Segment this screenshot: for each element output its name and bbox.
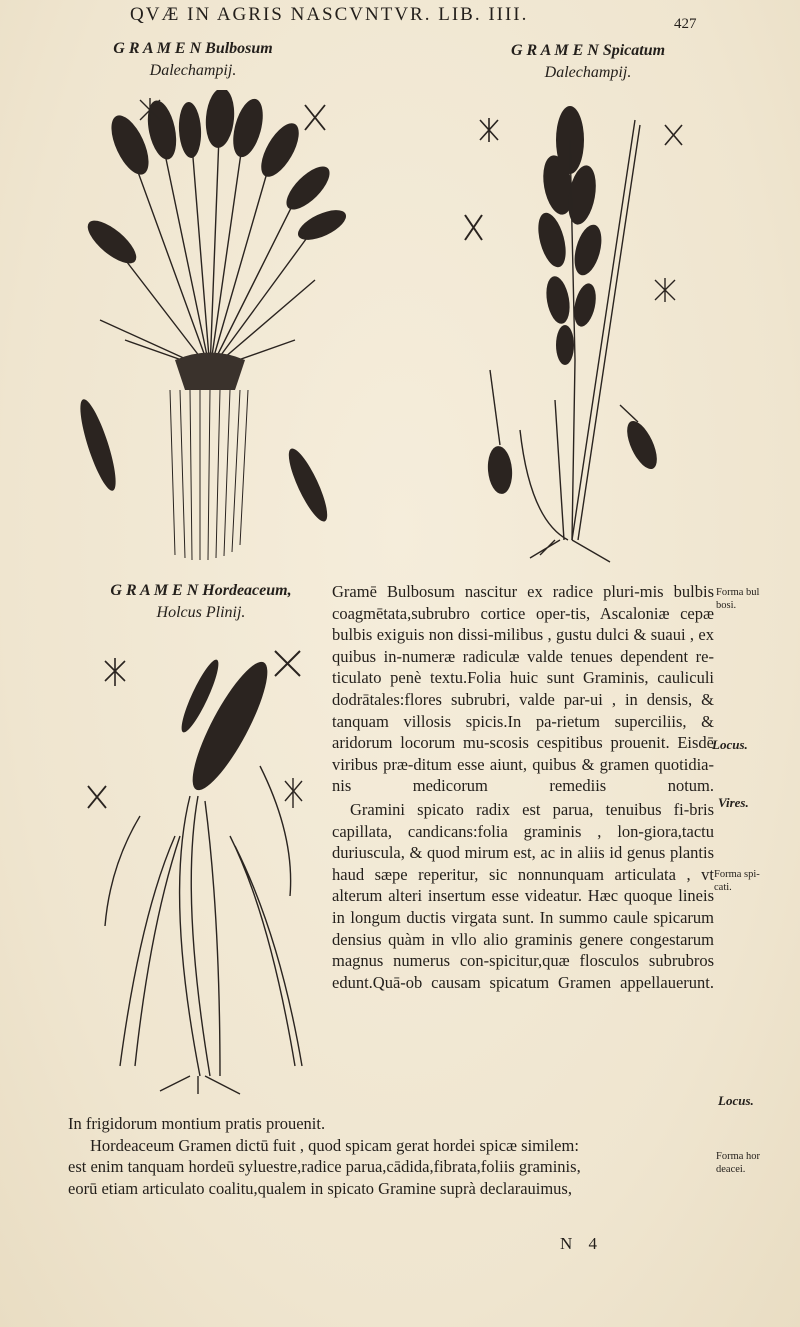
signature-mark: N 4 xyxy=(560,1234,604,1253)
main-text xyxy=(332,581,714,993)
margin-note-forma-hordeacei xyxy=(716,1150,760,1176)
running-header: QVÆ IN AGRIS NASCVNTVR. LIB. IIII. xyxy=(130,4,529,25)
margin-note-forma-bulbosi xyxy=(716,586,759,612)
margin-note-line: deacei. xyxy=(716,1164,746,1175)
margin-note-line: Forma bul xyxy=(716,587,760,598)
caption-hordeaceum xyxy=(66,580,336,624)
caption-bulbosum xyxy=(78,38,308,82)
page-number: 427 xyxy=(674,16,697,32)
woodcut-gramen-hordeaceum xyxy=(80,636,330,1096)
caption-spicatum xyxy=(468,40,708,84)
margin-note-vires: Vires. xyxy=(718,795,749,810)
margin-note-line: cati. xyxy=(714,882,732,893)
margin-note-line: Forma spi- xyxy=(714,869,760,880)
caption-bulbosum-title: G R A M E N Bulbosum xyxy=(113,40,273,57)
woodcut-gramen-bulbosum xyxy=(70,90,350,570)
bottom-text xyxy=(68,1113,712,1199)
bottom-line-4: eorū etiam articulato coalitu,qualem in spicato Gramine suprà declarauimus, xyxy=(68,1178,572,1198)
bottom-line-3: est enim tanquam hordeū syluestre,radice parua,cādida,fibrata,foliis graminis, xyxy=(68,1157,581,1177)
margin-note-locus-1: Locus. xyxy=(712,737,748,752)
caption-spicatum-title: G R A M E N Spicatum xyxy=(510,42,666,59)
caption-hordeaceum-title: G R A M E N Hordeaceum, xyxy=(110,582,292,599)
bottom-line-1: In frigidorum montium pratis prouenit. xyxy=(68,1114,326,1133)
margin-note-line: bosi. xyxy=(716,600,737,611)
caption-spicatum-subtitle: Dalechampij. xyxy=(544,64,632,81)
margin-note-locus-2: Locus. xyxy=(718,1093,754,1108)
woodcut-gramen-spicatum xyxy=(460,100,720,570)
paragraph-bulbosum: Gramē Bulbosum nascitur ex radice pluri-mis bulbis coagmētata,subrubro cortice oper-tis, Ascaloniæ cepæ bulbis exiguis non dissi-milibus , gustu dulci & suaui , ex quibus in-numeræ radiculæ valde tenues dependent re-ticulato penè textu.Folia huic sunt Graminis, cauliculi dodrātales:flores subrubri, valde par-ui , in densis, & tanquam villosis spicis.In pa-rietum superciliis, & aridorum locorum mu-scosis cespitibus prouenit. Eisdē viribus præ-ditum esse aiunt, quibus & gramen quotidia-nis medicorum remediis notum. xyxy=(332,582,714,796)
margin-note-line: Forma hor xyxy=(716,1151,761,1162)
caption-hordeaceum-subtitle: Holcus Plinij. xyxy=(156,604,246,621)
paragraph-spicatum: Gramini spicato radix est parua, tenuibus fi-bris capillata, candicans:folia graminis , lon-giora,tactu duriuscula, & quod mirum est, ac in aliis id genus plantis haud sæpe reperitur, sic nonnunquam articulata , vt alterum alteri insertum esse videatur. Hæc quoque lineis in longum ductis virgata sunt. In summo caule spicarum densius quàm in vllo alio graminis genere congestarum magnus numerus con-spicitur,quæ flosculos subrubros edunt.Quā-ob causam spicatum Gramen appellauerunt. xyxy=(332,799,714,992)
bottom-line-2: Hordeaceum Gramen dictū fuit , quod spicam gerat hordei spicæ similem: xyxy=(90,1135,579,1155)
margin-note-forma-spicati xyxy=(714,868,760,894)
caption-bulbosum-subtitle: Dalechampij. xyxy=(149,62,237,79)
